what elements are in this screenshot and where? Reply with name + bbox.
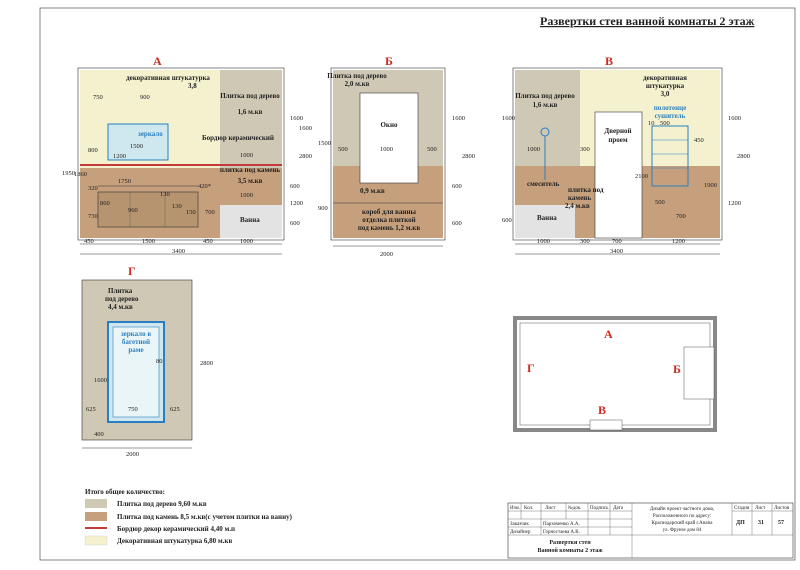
dim: 1000 bbox=[240, 192, 253, 199]
wall-a-vanity bbox=[98, 192, 198, 227]
wall-v bbox=[502, 54, 750, 255]
dim: 1000 bbox=[380, 146, 393, 153]
dim: 900 bbox=[318, 205, 328, 212]
wall-v-plaster-label2: штукатурка bbox=[645, 82, 685, 90]
dim: 1200 bbox=[672, 238, 685, 245]
stamp-project: Краснодарский край г.Анапа bbox=[651, 521, 713, 526]
wall-v-stone-label: плитка под bbox=[568, 186, 604, 194]
dim: 1500 bbox=[142, 238, 155, 245]
wall-v-plaster-area: 3,0 bbox=[660, 90, 670, 98]
wall-a-wood-area: 1,6 м.кв bbox=[237, 108, 263, 116]
wall-v-bath-label: Ванна bbox=[537, 214, 557, 222]
stamp-col: Дата bbox=[613, 506, 623, 511]
legend-item: Декоративная штукатурка 6,80 м.кв bbox=[117, 537, 233, 545]
plan-label-v: В bbox=[598, 403, 607, 417]
wall-b-window-label: Окно bbox=[380, 121, 398, 129]
stamp-sheet-title: Развертки стен bbox=[549, 540, 591, 546]
wall-b-wood-area: 2,0 м.кв bbox=[344, 80, 370, 88]
wall-g bbox=[82, 264, 213, 458]
stamp-sheets: 57 bbox=[778, 520, 784, 526]
wall-b-letter: Б bbox=[385, 54, 393, 68]
dim: 2800 bbox=[299, 153, 312, 160]
plan-label-g: Г bbox=[527, 361, 535, 375]
dim: 600 bbox=[452, 220, 462, 227]
wall-g-wood-area: 4,4 м.кв bbox=[108, 303, 133, 311]
dim: 1200 bbox=[113, 153, 126, 160]
stamp-role: Дизайнер bbox=[510, 530, 531, 535]
stamp-person: Пархоменко А.А. bbox=[543, 522, 580, 527]
dim: 2800 bbox=[200, 360, 213, 367]
stamp-col: Изм. bbox=[510, 506, 520, 511]
dim: 2000 bbox=[126, 451, 139, 458]
wall-v-towel-label: полотенце bbox=[653, 104, 687, 112]
legend-swatch-stone bbox=[85, 512, 107, 521]
dim: 500 bbox=[338, 146, 348, 153]
dim: 500 bbox=[427, 146, 437, 153]
dim: 300 bbox=[580, 238, 590, 245]
dim: 300 bbox=[580, 146, 590, 153]
legend-item: Бордюр декор керамический 4,40 м.п bbox=[117, 525, 236, 533]
wall-g-wood-label: Плитка bbox=[108, 287, 133, 295]
dim: 1200 bbox=[290, 200, 303, 207]
plan-label-a: А bbox=[604, 327, 613, 341]
wall-v-stone-area: 2,4 м.кв bbox=[565, 202, 590, 210]
legend-item: Плитка под дерево 9,60 м.кв bbox=[117, 500, 207, 508]
wall-a-plaster-area: 3,8 bbox=[188, 82, 197, 90]
wall-g-wood-label2: под дерево bbox=[105, 295, 139, 303]
stamp-role: Заказчик bbox=[510, 522, 529, 527]
stamp-sheet-header: Лист bbox=[755, 506, 766, 511]
stamp-sheet: 31 bbox=[758, 520, 764, 526]
dim: 1600 bbox=[290, 115, 303, 122]
wall-a-letter: А bbox=[153, 54, 162, 68]
dim: 400 bbox=[94, 431, 104, 438]
dim: 80 bbox=[156, 358, 163, 365]
stamp-stage-header: Стадия bbox=[734, 506, 750, 511]
dim: 1000 bbox=[240, 152, 253, 159]
dim: 130 bbox=[172, 203, 182, 210]
wall-a-stone-area: 3,5 м.кв bbox=[237, 177, 263, 185]
wall-a bbox=[62, 54, 312, 255]
wall-v-door-label: Дверной bbox=[604, 127, 632, 135]
plan-label-b: Б bbox=[673, 362, 681, 376]
dim: 1900 bbox=[704, 182, 717, 189]
dim: 1600 bbox=[452, 115, 465, 122]
dim: 700 bbox=[612, 238, 622, 245]
dim: 600 bbox=[452, 183, 462, 190]
wall-v-wood-area: 1,6 м.кв bbox=[532, 101, 558, 109]
sheet-title: Развертки стен ванной комнаты 2 этаж bbox=[540, 14, 755, 28]
dim: 3400 bbox=[610, 248, 623, 255]
stamp-col: Лист bbox=[545, 506, 556, 511]
legend-swatch-plaster bbox=[85, 536, 107, 545]
dim: 130 bbox=[160, 191, 170, 198]
title-block bbox=[508, 503, 793, 558]
dim: 700 bbox=[676, 213, 686, 220]
wall-a-wood-label: Плитка под дерево bbox=[220, 92, 280, 100]
stamp-sheets-header: Листов bbox=[774, 506, 790, 511]
dim: 730 bbox=[88, 213, 98, 220]
wall-g-mirror-label: зеркало в bbox=[120, 330, 152, 338]
dim: 900 bbox=[140, 94, 150, 101]
dim: 600 bbox=[290, 220, 300, 227]
wall-b-stone-area: 0,9 м.кв bbox=[360, 187, 385, 195]
wall-a-bath-label: Ванна bbox=[240, 216, 260, 224]
wall-v-letter: В bbox=[605, 54, 614, 68]
stamp-project: Расположенного по адресу: bbox=[652, 514, 712, 519]
floor-plan bbox=[515, 318, 715, 430]
dim: 700 bbox=[205, 209, 215, 216]
dim: 1950 bbox=[62, 170, 75, 177]
dim: 1000 bbox=[240, 238, 253, 245]
dim: 3400 bbox=[172, 248, 185, 255]
wall-v-wood-label: Плитка под дерево bbox=[515, 92, 575, 100]
stamp-project: ул. Фрунзе дом 84 bbox=[662, 528, 702, 533]
dim: 1860 bbox=[74, 171, 87, 178]
wall-b-wood-label: Плитка под дерево bbox=[327, 72, 387, 80]
dim: 750 bbox=[128, 406, 138, 413]
wall-g-mirror-label3: раме bbox=[128, 346, 144, 354]
wall-v-door-label2: проем bbox=[608, 136, 628, 144]
dim: 450 bbox=[694, 137, 704, 144]
dim: 800 bbox=[88, 147, 98, 154]
dim: 2800 bbox=[462, 153, 475, 160]
dim: 10 bbox=[648, 120, 655, 127]
legend bbox=[85, 488, 293, 545]
wall-b bbox=[318, 54, 475, 258]
dim: 600 bbox=[290, 183, 300, 190]
legend-heading: Итого общее количество: bbox=[85, 488, 165, 496]
legend-swatch-wood bbox=[85, 499, 107, 508]
wall-a-border-label: Бордюр керамический bbox=[202, 134, 274, 142]
dim: 2100 bbox=[635, 173, 648, 180]
dim: 1750 bbox=[118, 178, 131, 185]
stamp-stage: ДП bbox=[736, 520, 745, 526]
dim: 320 bbox=[88, 185, 98, 192]
wall-a-plaster-label: декоративная штукатурка bbox=[126, 74, 210, 82]
dim: 500 bbox=[655, 199, 665, 206]
legend-item: Плитка под камень 8,5 м.кв(с учетом плитки на ванну) bbox=[117, 513, 292, 521]
wall-v-wood-zone bbox=[515, 70, 580, 166]
dim: 500 bbox=[660, 120, 670, 127]
dim: 1500 bbox=[130, 143, 143, 150]
dim: 1600 bbox=[299, 125, 312, 132]
dim: 2800 bbox=[737, 153, 750, 160]
stamp-sheet-title2: Ванной комнаты 2 этаж bbox=[537, 548, 603, 554]
stamp-col: Кол. bbox=[524, 506, 534, 511]
dim: 1600 bbox=[728, 115, 741, 122]
stamp-col: №док. bbox=[568, 506, 582, 511]
dim: 1600 bbox=[502, 115, 515, 122]
wall-a-mirror-label: зеркало bbox=[138, 130, 163, 138]
dim: 625 bbox=[86, 406, 96, 413]
stamp-project: Дизайн проект частного дома, bbox=[649, 507, 715, 512]
dim: 1600 bbox=[94, 377, 107, 384]
stamp-col: Подпись bbox=[590, 506, 609, 511]
dim: 2000 bbox=[380, 251, 393, 258]
dim: 150 bbox=[186, 209, 196, 216]
wall-v-towel-label2: сушитель bbox=[654, 112, 686, 120]
wall-a-stone-label: плитка под камень bbox=[219, 166, 281, 174]
stamp-person: Горностаева А.В. bbox=[543, 530, 580, 535]
dim: 625 bbox=[170, 406, 180, 413]
wall-b-window bbox=[360, 93, 418, 183]
wall-a-angle: 420* bbox=[198, 183, 211, 190]
dim: 1000 bbox=[537, 238, 550, 245]
dim: 1000 bbox=[527, 146, 540, 153]
dim: 450 bbox=[203, 238, 213, 245]
wall-g-letter: Г bbox=[128, 264, 136, 278]
dim: 750 bbox=[93, 94, 103, 101]
wall-v-plaster-label: декоративная bbox=[643, 74, 687, 82]
wall-g-mirror-label2: багетной bbox=[121, 338, 151, 346]
dim: 600 bbox=[502, 217, 512, 224]
wall-v-stone-label2: камень bbox=[568, 194, 592, 202]
dim: 860 bbox=[100, 200, 110, 207]
wall-b-box-1: короб для ванны bbox=[362, 208, 416, 216]
wall-b-box-3: под камень 1,2 м.кв bbox=[357, 224, 421, 232]
dim: 960 bbox=[128, 207, 138, 214]
wall-v-mixer-label: смеситель bbox=[527, 180, 560, 188]
dim: 1200 bbox=[728, 200, 741, 207]
wall-b-box-2: отделка плиткой bbox=[362, 216, 416, 224]
dim: 450 bbox=[84, 238, 94, 245]
dim: 1500 bbox=[318, 140, 331, 147]
